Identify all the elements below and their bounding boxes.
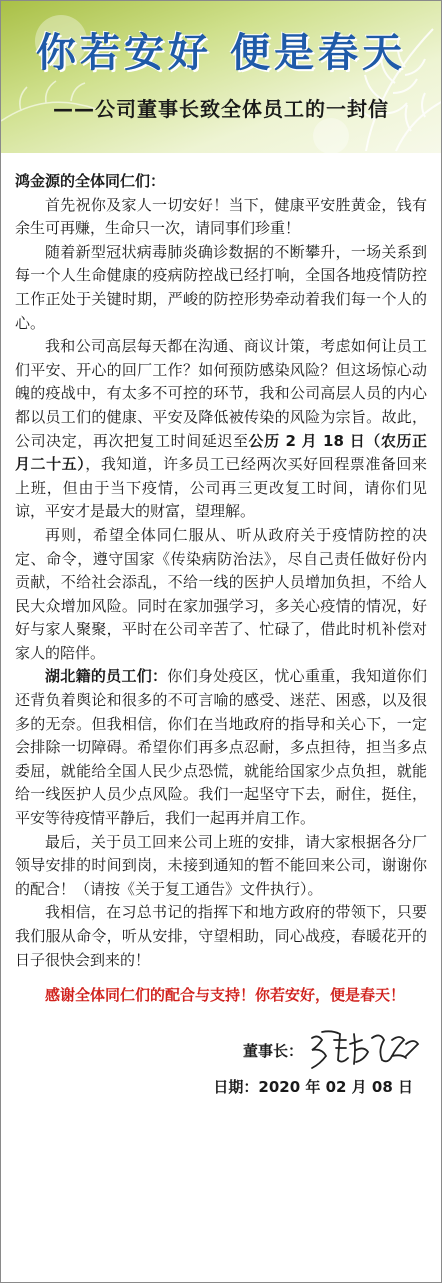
hubei-text: 你们身处疫区，忧心重重，我知道你们还背负着舆论和很多的不可言喻的感受、迷茫、困惑，以及很多的无奈。但我相信，你们在当地政府的指导和关心下，一定会排除一切障碍。希望你们再多点忍耐，多点担待，担当多点委屈，就能给全国人民少点恐慌，就能给国家少点负担，就能给一线医护人员少点风险。我们一起坚守下去，耐住，挺住，平安等待疫情平静后，我们一起再并肩工作。 xyxy=(15,667,427,828)
handwritten-signature xyxy=(306,1026,426,1072)
letter-date: 日期：2020 年 02 月 08 日 xyxy=(213,1077,413,1096)
closing-thanks: 感谢全体同仁们的配合与支持！你若安好，便是春天！ xyxy=(45,986,406,1005)
signature-row xyxy=(15,1026,427,1072)
paragraph-greeting: 首先祝你及家人一切安好！当下，健康平安胜黄金，钱有余生可再赚，生命只一次，请同事们珍重！ xyxy=(15,195,427,238)
paragraph-arrangement: 最后，关于员工回来公司上班的安排，请大家根据各分厂领导安排的时间到岗，未接到通知的暂不能回来公司，谢谢你的配合！（请按《关于复工通告》文件执行）。 xyxy=(15,832,427,898)
banner-subtitle: ——公司董事长致全体员工的一封信 xyxy=(53,97,389,121)
header-banner xyxy=(1,1,441,153)
salutation: 鸿金源的全体同仁们： xyxy=(15,172,166,190)
paragraph-belief: 我相信，在习总书记的指挥下和地方政府的带领下，只要我们服从命令，听从安排，守望相助，同心战疫，春暖花开的日子很快会到来的！ xyxy=(15,903,427,969)
hubei-heading: 湖北籍的员工们： xyxy=(45,667,168,686)
paragraph-return-delay xyxy=(15,335,427,524)
paragraph-government: 再则，希望全体同仁服从、听从政府关于疫情防控的决定、命令，遵守国家《传染病防治法》，尽自己责任做好份内贡献，不给社会添乱，不给一线的医护人员增加负担，不给人民大众增加风险。同时在家加强学习，多关心疫情的情况，好好与家人聚聚，平时在公司辛苦了、忙碌了，借此时机补偿对家人的陪伴。 xyxy=(15,525,427,662)
paragraph-hubei xyxy=(15,665,427,830)
return-delay-text-a: 我和公司高层每天都在沟通、商议计策，考虑如何让员工们平安、开心的回厂工作？如何预防感染风险？但这场惊心动魄的疫战中，有太多不可控的环节，我和公司高层人员的内心都以员工们的健康、平安及降低被传染的风险为宗旨。故此，公司决定，再次把复工时间延迟至 xyxy=(15,337,427,450)
letter-body xyxy=(1,153,441,1097)
banner-title: 你若安好 便是春天 xyxy=(36,30,406,76)
chairman-label: 董事长： xyxy=(243,1041,304,1060)
return-date: 公历 2 月 18 日（农历正月二十五） xyxy=(15,431,427,474)
paragraph-epidemic: 随着新型冠状病毒肺炎确诊数据的不断攀升，一场关系到每一个人生命健康的疫病防控战已经打响，全国各地疫情防控工作正处于关键时期，严峻的防控形势牵动着我们每一个人的心。 xyxy=(15,242,427,332)
return-delay-text-b: ，我知道，许多员工已经两次买好回程票准备回来上班，但由于当下疫情，公司再三更改复工时间，请你们见谅，平安才是最大的财富，望理解。 xyxy=(15,455,427,521)
